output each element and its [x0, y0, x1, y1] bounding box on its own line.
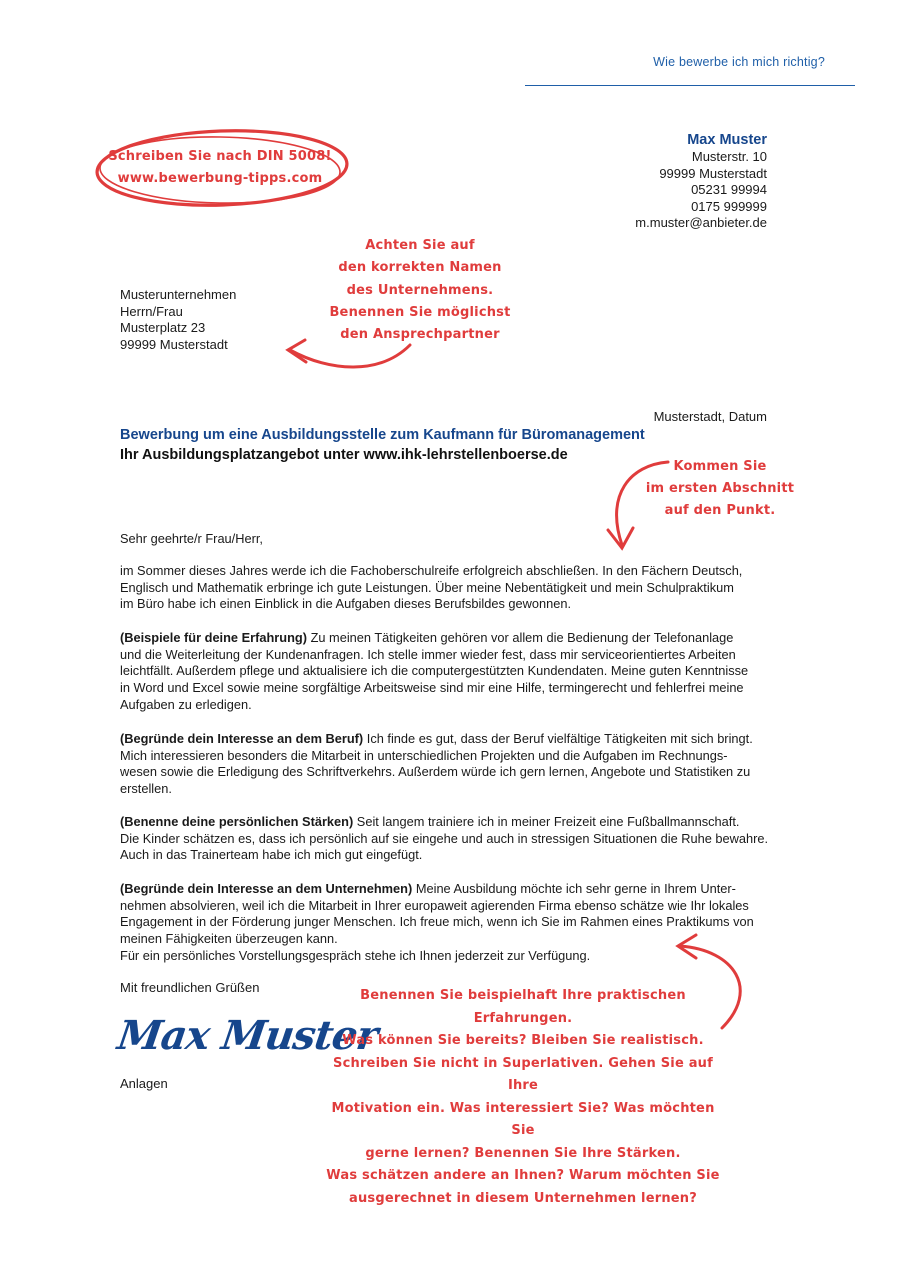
note-line: Achten Sie auf: [365, 238, 475, 253]
note-line: Kommen Sie: [673, 459, 767, 474]
letter-subline: Ihr Ausbildungsplatzangebot unter www.ihk-lehrstellenboerse.de: [120, 447, 568, 463]
sender-city: 99999 Musterstadt: [659, 165, 767, 181]
note-din-line: www.bewerbung-tipps.com: [117, 171, 323, 186]
sender-address: [635, 131, 767, 232]
attachments: Anlagen: [120, 1076, 168, 1091]
arrow-to-recipient: [290, 345, 410, 367]
paragraph-experience: [120, 630, 780, 714]
recipient-company: Musterunternehmen: [120, 287, 237, 302]
note-din: [100, 146, 340, 190]
salutation: Sehr geehrte/r Frau/Herr,: [120, 531, 263, 546]
header-rule: [525, 85, 855, 86]
paragraph-line: nehmen absolvieren, weil ich die Mitarbeit in Ihrer europaweit agierenden Firma ebenso schätze wie Ihr lokales: [120, 897, 749, 913]
note-line: ausgerechnet in diesem Unternehmen lernen?: [348, 1190, 697, 1206]
recipient-contact: Herrn/Frau: [120, 303, 183, 319]
letter-date: Musterstadt, Datum: [653, 409, 767, 424]
recipient-street: Musterplatz 23: [120, 320, 206, 335]
paragraph-line: und die Weiterleitung der Kundenanfragen. Ich stelle immer wieder fest, dass mir serviceorientiertes Arbeiten: [120, 646, 736, 662]
paragraph-line: Engagement in der Förderung junger Menschen. Ich freue mich, wenn ich Sie im Rahmen eines Praktikums von: [120, 914, 754, 930]
header-link[interactable]: Wie bewerbe ich mich richtig?: [653, 55, 825, 69]
paragraph-intro: [120, 563, 780, 613]
paragraph-line: Mich interessieren besonders die Mitarbeit in unterschiedlichen Projekten und die Aufgaben im Rechnungs-: [120, 747, 728, 763]
closing: Mit freundlichen Grüßen: [120, 980, 260, 995]
paragraph-lead: (Begründe dein Interesse an dem Beruf): [120, 731, 364, 746]
note-line: den Ansprechpartner: [340, 327, 500, 343]
paragraph-line: Meine Ausbildung möchte ich sehr gerne in Ihrem Unter-: [412, 881, 736, 896]
note-line: Was können Sie bereits? Bleiben Sie realistisch.: [342, 1033, 704, 1048]
sender-name: Max Muster: [687, 132, 767, 148]
note-line: des Unternehmens.: [346, 282, 494, 298]
letter-subject: Bewerbung um eine Ausbildungsstelle zum Kaufmann für Büromanagement: [120, 427, 645, 443]
paragraph-line: erstellen.: [120, 781, 172, 797]
paragraph-line: im Büro habe ich einen Einblick in die Aufgaben dieses Berufsbildes gewonnen.: [120, 596, 572, 612]
paragraph-line: meinen Fähigkeiten überzeugen kann.: [120, 931, 338, 947]
recipient-city: 99999 Musterstadt: [120, 336, 228, 352]
note-line: gerne lernen? Benennen Sie Ihre Stärken.: [365, 1145, 681, 1161]
paragraph-line: Ich finde es gut, dass der Beruf vielfältige Tätigkeiten mit sich bringt.: [363, 731, 753, 746]
note-line: im ersten Abschnitt: [645, 481, 795, 496]
paragraph-line: Zu meinen Tätigkeiten gehören vor allem die Bedienung der Telefonanlage: [307, 630, 734, 645]
paragraph-line: Englisch und Mathematik erbringe ich gute Leistungen. Über meine Nebentätigkeit und mein Schulpraktikum: [120, 579, 734, 595]
note-line: Schreiben Sie nicht in Superlativen. Gehen Sie auf Ihre: [333, 1055, 713, 1093]
paragraph-company: [120, 881, 780, 965]
paragraph-line: im Sommer dieses Jahres werde ich die Fachoberschulreife erfolgreich abschließen. In den Fächern Deutsch,: [120, 563, 743, 578]
sender-street: Musterstr. 10: [691, 149, 767, 164]
note-company-name: [320, 235, 520, 346]
paragraph-line: wesen sowie die Erledigung des Schriftverkehrs. Außerdem würde ich gern lernen, Angebote und Statistiken zu: [120, 764, 751, 780]
paragraph-lead: (Begründe dein Interesse an dem Unternehmen): [120, 881, 413, 896]
recipient-address: [120, 287, 236, 353]
paragraph-line: Aufgaben zu erledigen.: [120, 696, 252, 712]
paragraph-line: Für ein persönliches Vorstellungsgespräch stehe ich Ihnen jederzeit zur Verfügung.: [120, 947, 591, 963]
paragraph-line: Die Kinder schätzen es, dass ich persönlich auf sie eingehe und auch in stressigen Situationen die Ruhe bewahre.: [120, 830, 769, 846]
paragraph-line: leichtfällt. Außerdem pflege und aktualisiere ich die computergestützten Kundendaten. Meine guten Kenntnisse: [120, 663, 749, 679]
paragraph-strengths: [120, 814, 780, 864]
arrow-to-recipient-head: [288, 340, 306, 362]
note-line: den korrekten Namen: [338, 260, 502, 276]
sender-email: m.muster@anbieter.de: [635, 215, 767, 230]
note-line: Motivation ein. Was interessiert Sie? Was möchten Sie: [331, 1100, 715, 1138]
paragraph-line: Auch in das Trainerteam habe ich mich gut eingefügt.: [120, 847, 423, 863]
note-din-line: Schreiben Sie nach DIN 5008!: [108, 149, 332, 164]
paragraph-lead: (Beispiele für deine Erfahrung): [120, 630, 308, 645]
sender-mobile: 0175 999999: [691, 198, 767, 214]
note-line: auf den Punkt.: [664, 503, 776, 518]
paragraph-lead: (Benenne deine persönlichen Stärken): [120, 814, 354, 829]
paragraph-profession: [120, 731, 780, 798]
signature: Max Muster: [114, 1012, 381, 1059]
paragraph-line: in Word und Excel sowie meine sorgfältige Arbeitsweise sind mir eine Hilfe, termingerecht und fehlerfrei meine: [120, 680, 744, 696]
note-line: Was schätzen andere an Ihnen? Warum möchten Sie: [326, 1168, 720, 1183]
note-line: Benennen Sie möglichst: [329, 304, 511, 320]
note-bottom: [318, 985, 728, 1210]
paragraph-line: Seit langem trainiere ich in meiner Freizeit eine Fußballmannschaft.: [353, 814, 740, 829]
sender-phone: 05231 99994: [691, 182, 767, 197]
note-line: Benennen Sie beispielhaft Ihre praktischen Erfahrungen.: [360, 988, 686, 1026]
note-first-paragraph: [640, 456, 800, 522]
